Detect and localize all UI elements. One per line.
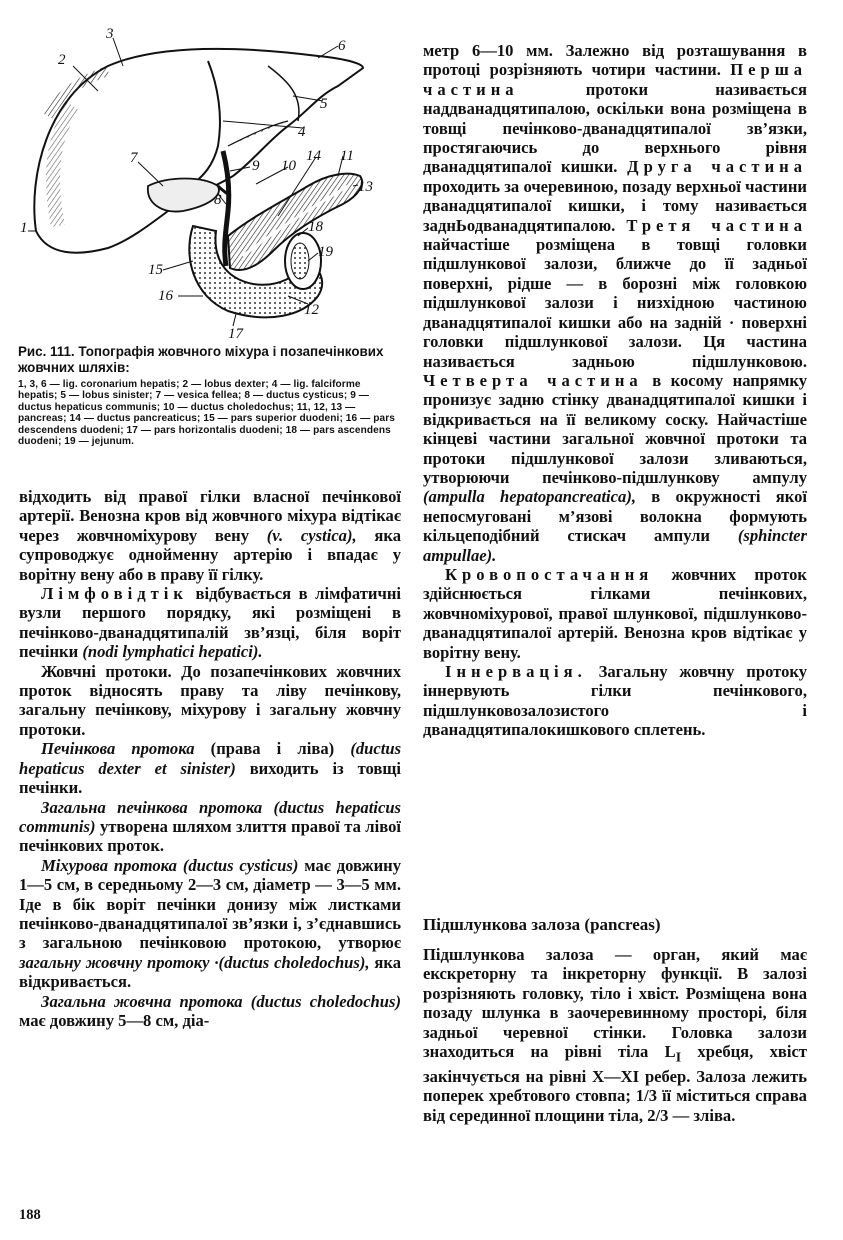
liver-gallbladder-illustration (18, 26, 388, 342)
figure-label-7: 7 (130, 150, 138, 166)
anatomy-figure (18, 26, 388, 342)
figure-caption (18, 344, 400, 447)
paragraph-common-bile-duct: Загальна жовчна протока (ductus choledochus) має довжину 5—8 см, діа- (19, 991, 401, 1030)
figure-label-13: 13 (358, 179, 373, 195)
page-number: 188 (19, 1207, 41, 1223)
paragraph-common-hepatic-duct: Загальна печінкова протока (ductus hepaticus communis) утворена шляхом злиття правої та лівої печінкових проток. (19, 797, 401, 856)
figure-label-17: 17 (228, 326, 243, 342)
paragraph-hepatic-duct: Печінкова протока (права і ліва) (ductus hepaticus dexter et sinister) виходить із товщі печінки. (19, 739, 402, 798)
figure-label-3: 3 (106, 26, 114, 42)
paragraph-innervation: Іннервація. Загальну жовчну протоку іннервують гілки печінкового, підшлунковозалозистого і дванадцятипалокишкового сплетень. (423, 662, 807, 740)
paragraph-pancreas: Підшлункова залоза — орган, який має екскреторну та інкреторну функції. В залозі розрізняють головку, тіло і хвіст. Розміщена вона позаду шлунка в заочеревинному просторі, біля задньої черевної стінки. Головка залози знаходиться на рівні тіла $L_I$ хребця, хвіст закінчується на рівні X—XI ребер. Залоза лежить поперек хребтового стовпа; 1/3 її міститься справа від серединної площини тіла, 2/3 — зліва. (423, 945, 807, 1125)
figure-label-8: 8 (214, 192, 222, 208)
paragraph-bile-ducts: Жовчні протоки. До позапечінкових жовчних проток відносять праву та ліву печінкову, загальну печінкову, міхурову і загальну жовчну протоки. (19, 661, 402, 739)
figure-label-10: 10 (281, 158, 296, 174)
paragraph-lymph: Лімфовідтік відбувається в лімфатичні вузли першого порядку, які розміщені в печінково-дванадцятипалій зв’язці, біля воріт печінки (nodi lymphatici hepatici). (19, 584, 401, 662)
paragraph-cystic-duct: Міхурова протока (ductus cysticus) має довжину 1—5 см, в середньому 2—3 см, діаметр — 3—5 мм. Іде в бік воріт печінки донизу між листками печінково-дванадцятипалої зв’язки і, з’єднавшись з загальною печінковою протокою, утворює загальну жовчну протоку ·(ductus choledochus), яка відкривається. (19, 855, 401, 992)
section-heading-pancreas: Підшлункова залоза (pancreas) (423, 915, 661, 934)
figure-label-1: 1 (20, 220, 28, 236)
figure-label-11: 11 (340, 148, 354, 164)
left-column (19, 487, 401, 1030)
caption-legend: 1, 3, 6 — lig. coronarium hepatis; 2 — lobus dexter; 4 — lig. falciforme hepatis; 5 — lobus sinister; 7 — vesica fellea; 8 — ductus cysticus; 9 — ductus hepaticus communis; 10 — ductus choledochus; 11, 12, 13 — pancreas; 14 — ductus pancreaticus; 15 — pars superior duodeni; 16 — pars descendens duodeni; 17 — pars horizontalis duodeni; 18 — pars ascendens duodeni; 19 — jejunum. (18, 379, 395, 448)
paragraph-artery: відходить від правої гілки власної печінкової артерії. Венозна кров від жовчного міхура відтікає через жовчноміхурову вену (v. cystica), яка супроводжує однойменну артерію і впадає у ворітну вену або в праву її гілку. (19, 487, 401, 584)
figure-label-14: 14 (306, 148, 321, 164)
right-column (423, 41, 807, 740)
figure-label-16: 16 (158, 288, 173, 304)
figure-label-5: 5 (320, 96, 328, 112)
paragraph-blood-supply: Кровопостачання жовчних проток здійснюється гілками печінкових, жовчноміхурової, правої шлункової, підшлунково-дванадцятипалої артерій. Венозна кров відтікає у ворітну вену. (423, 564, 807, 662)
figure-label-18: 18 (308, 219, 323, 235)
figure-label-15: 15 (148, 262, 163, 278)
caption-title: Рис. 111. Топографія жовчного міхура і позапечінкових жовчних шляхів: (18, 344, 384, 375)
figure-label-9: 9 (252, 158, 260, 174)
right-column-pancreas (423, 945, 807, 1125)
figure-label-12: 12 (304, 302, 319, 318)
paragraph-duct-parts: метр 6—10 мм. Залежно від розташування в протоці розрізняють чотири частини. Перша частина протоки називається наддванадцятипалою, оскільки вона розміщена в товщі печінково-дванадцятипалої зв’язки, простягаючись до верхнього рівня дванадцятипалої кишки. Друга частина проходить за очеревиною, позаду верхньої частини дванадцятипалої кишки, і тому називається заднЬодванадцятипалою. Третя частина найчастіше розміщена в товщі головки підшлункової залози, ближче до її задньої поверхні, рідше — в борозні між головкою підшлункової залози і низхідною частиною дванадцятипалої кишки або на задній · поверхні головки підшлункової залози. Ця частина називається задньою підшлунковою. Четверта частина в косому напрямку пронизує задню стінку дванадцятипалої кишки і відкривається на її великому соску. Найчастіше кінцеві частини загальної жовчної протоки та протоки підшлункової залози зливаються, утворюючи печінково-підшлункову ампулу (ampulla hepatopancreatica), в окружності якої непосмуговані м’язові волокна формують кільцеподібний стискач ампули (sphincter ampullae). (423, 41, 808, 565)
figure-label-4: 4 (298, 124, 306, 140)
figure-label-19: 19 (318, 244, 333, 260)
figure-label-2: 2 (58, 52, 66, 68)
figure-label-6: 6 (338, 38, 346, 54)
